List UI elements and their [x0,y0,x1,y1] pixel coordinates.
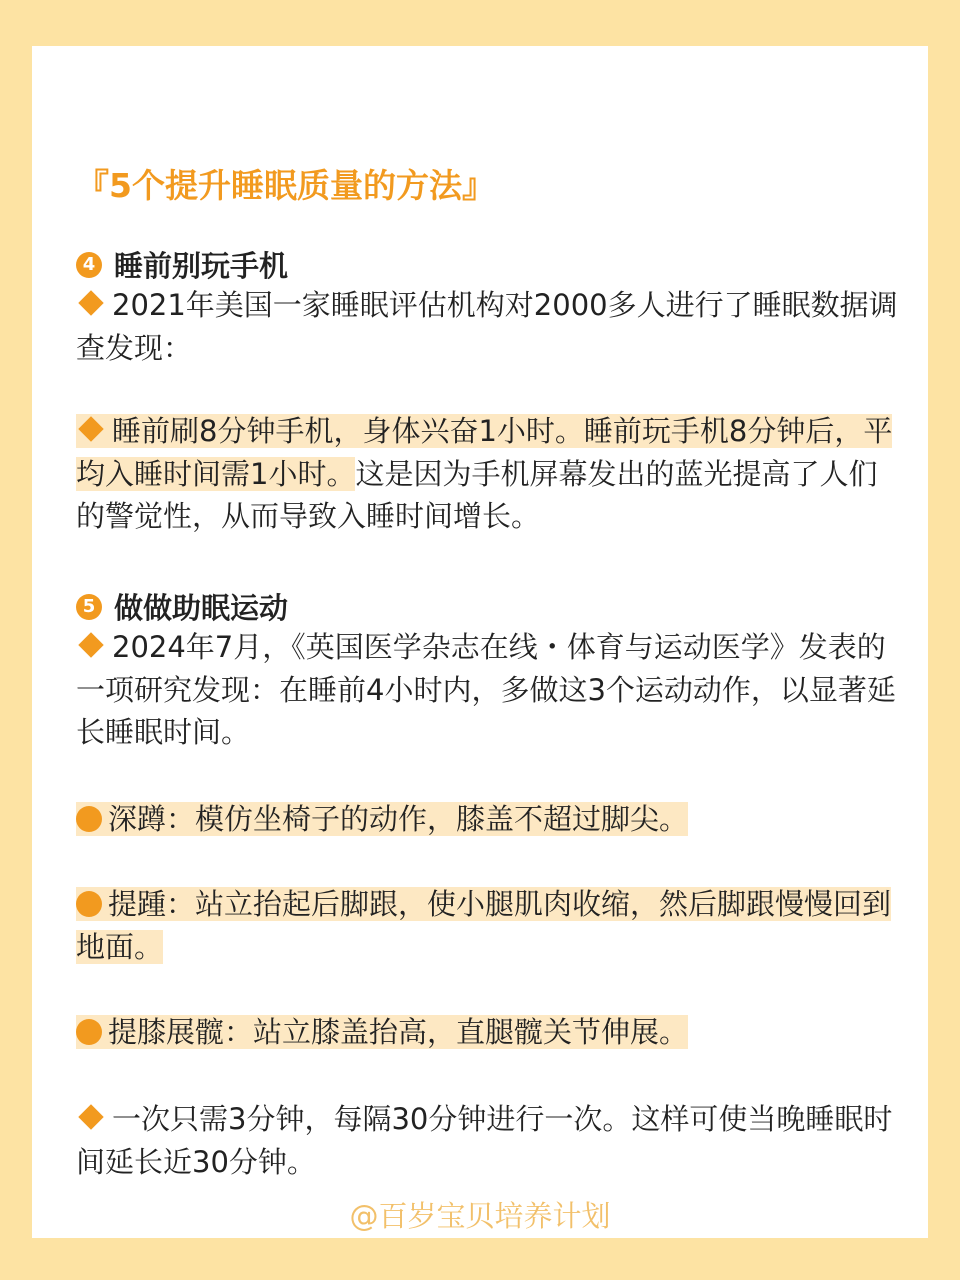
circle-bullet-icon [76,891,102,917]
exercise-item-knee-hip [76,1011,902,1054]
section-4-title: 睡前别玩手机 [114,249,289,283]
section-5-last-text: 一次只需3分钟，每隔30分钟进行一次。这样可使当晚睡眠时间延长近30分钟。 [76,1102,893,1179]
highlighted-text [76,887,891,964]
exercise-item-text: 深蹲：模仿坐椅子的动作，膝盖不超过脚尖。 [108,802,689,836]
diamond-bullet-icon [78,416,103,441]
page-title: 『5个提升睡眠质量的方法』 [76,166,495,205]
highlight-span: 睡前刷8分钟手机，身体兴奋1小时。睡前玩手机8分钟后，平均入睡时间需1小时。 [76,414,893,491]
footer-signature: @百岁宝贝培养计划 [349,1199,611,1233]
diamond-bullet-icon [78,290,103,315]
diamond-bullet-icon [78,1104,103,1129]
section-4-heading [76,244,288,285]
section-5-title: 做做助眠运动 [114,591,289,625]
diamond-bullet-icon [78,632,103,657]
circle-bullet-icon [76,806,102,832]
paragraph-rest-text: 这是因为手机屏幕发出的蓝光提高了人们的警觉性，从而导致入睡时间增长。 [76,456,878,533]
section-5-paragraph-1 [76,626,902,754]
exercise-item-squat [76,798,902,841]
section-5-heading [76,586,288,627]
section-5-paragraph-last [76,1098,902,1183]
highlighted-text [76,802,688,836]
section-5-paragraph-1-text: 2024年7月，《英国医学杂志在线・体育与运动医学》发表的一项研究发现：在睡前4小时内，多做这3个运动动作，以显著延长睡眠时间。 [76,630,896,749]
number-5-badge: 5 [76,594,102,620]
section-4-paragraph-2 [76,410,902,538]
number-4-badge: 4 [76,252,102,278]
highlighted-text [76,1015,688,1049]
exercise-item-text: 提踵：站立抬起后脚跟，使小腿肌肉收缩，然后脚跟慢慢回到地面。 [76,887,892,964]
section-4-paragraph-1 [76,284,902,369]
exercise-item-heel-raise [76,883,902,968]
exercise-item-text: 提膝展髋：站立膝盖抬高，直腿髋关节伸展。 [108,1015,689,1049]
section-4-paragraph-1-text: 2021年美国一家睡眠评估机构对2000多人进行了睡眠数据调查发现： [76,288,898,365]
circle-bullet-icon [76,1019,102,1045]
content-card [32,46,928,1238]
